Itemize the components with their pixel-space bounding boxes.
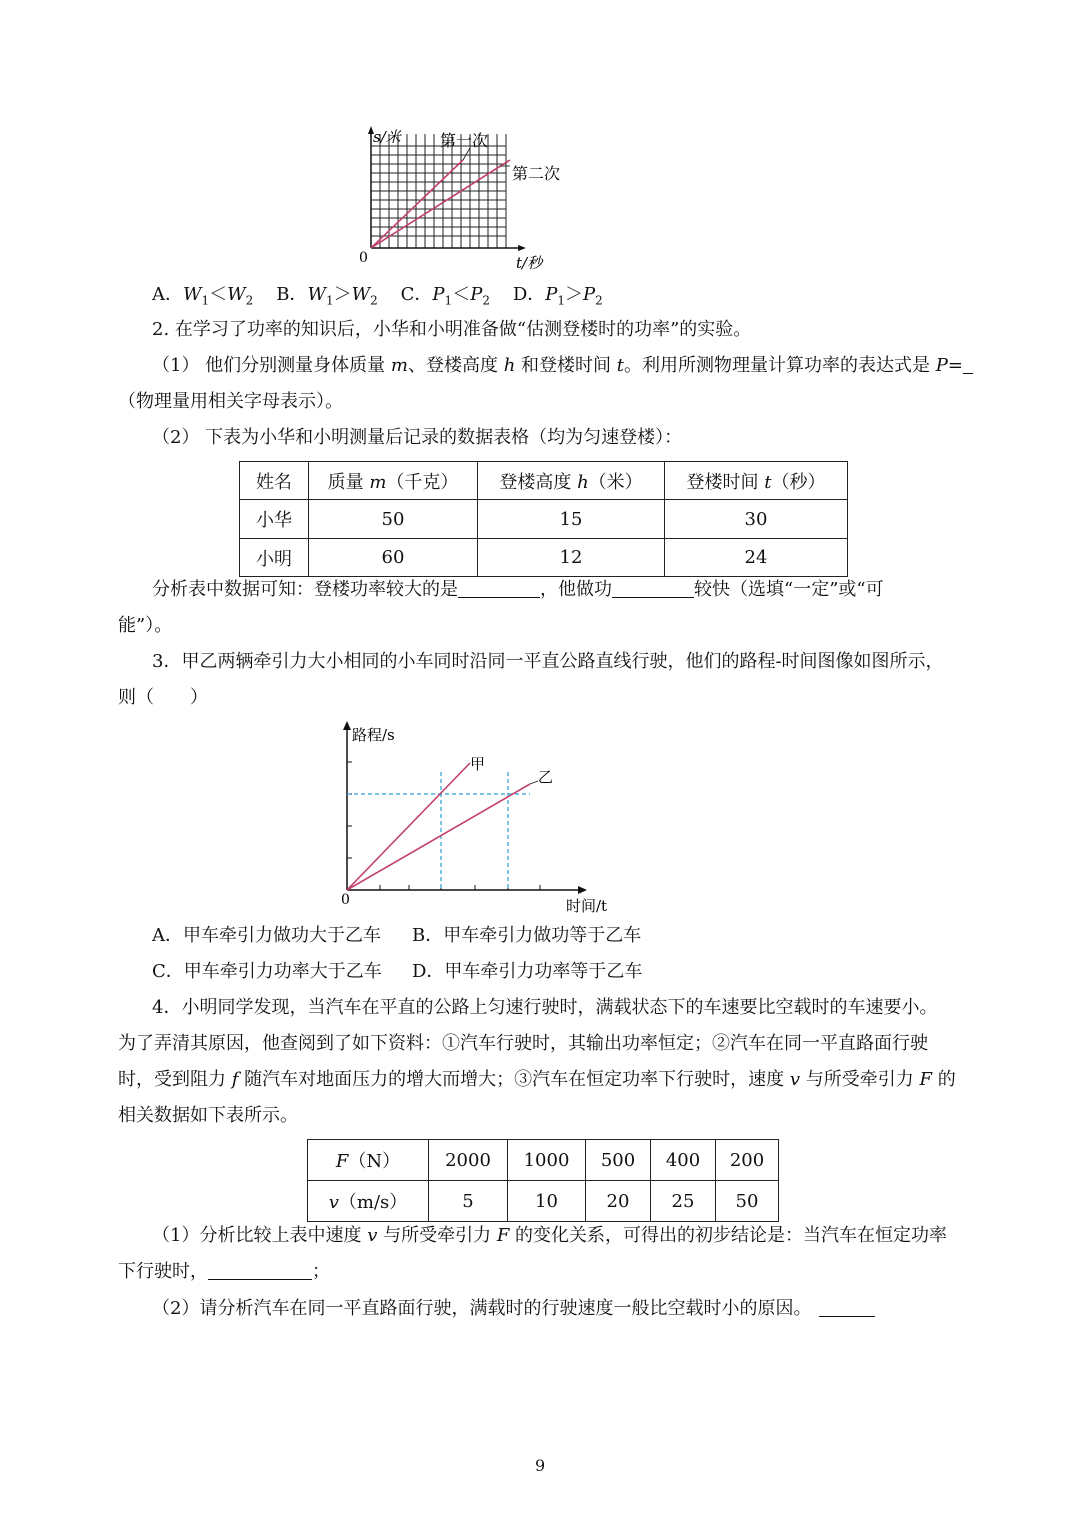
q4-sub2: （2）请分析汽车在同一平直路面行驶，满载时的行驶速度一般比空载时小的原因。 <box>152 1297 875 1321</box>
q3-x-label: 时间/t <box>566 897 608 915</box>
q4-cell-force: 200 <box>716 1140 779 1181</box>
q4-cell-force: 2000 <box>429 1140 508 1181</box>
q2-blank-larger-power[interactable] <box>458 579 540 598</box>
q4-cell-force: 400 <box>651 1140 716 1181</box>
q3-stem-line2: 则（ ） <box>118 687 208 708</box>
q2-header-name: 姓名 <box>240 462 309 500</box>
q4-stem-line4: 相关数据如下表所示。 <box>118 1105 298 1126</box>
q1-x-label: t/秒 <box>516 254 543 272</box>
q3-stem-line1: 3．甲乙两辆牵引力大小相同的小车同时沿同一平直公路直线行驶，他们的路程-时间图像如图所示， <box>152 651 944 672</box>
q4-header-speed: v（m/s） <box>308 1181 429 1222</box>
q1-line2-label: 第二次 <box>512 164 561 183</box>
q3-option-d[interactable]: D．甲车牵引力功率等于乙车 <box>412 961 643 982</box>
q2-cell-height: 15 <box>478 500 665 539</box>
q2-header-mass: 质量 m（千克） <box>309 462 478 500</box>
q2-part1-line2: （物理量用相关字母表示）。 <box>118 391 343 412</box>
q2-cell-name: 小华 <box>240 500 309 539</box>
q4-header-force: F（N） <box>308 1140 429 1181</box>
q1-option-c[interactable]: C．$P_1<P_2$ <box>400 284 490 308</box>
q1-grid <box>371 134 506 248</box>
table-row <box>240 462 848 500</box>
q2-analysis-line2: 能”）。 <box>118 615 173 636</box>
q2-table <box>239 461 848 577</box>
q4-stem-line3: 时，受到阻力 f 随汽车对地面压力的增大而增大；③汽车在恒定功率下行驶时，速度 v 与所受牵引力 F 的 <box>118 1069 956 1090</box>
q4-sub1: （1）分析比较上表中速度 v 与所受牵引力 F 的变化关系，可得出的初步结论是：当汽车在恒定功率 <box>152 1225 948 1246</box>
q2-cell-height: 12 <box>478 539 665 577</box>
q4-cell-speed: 10 <box>508 1181 586 1222</box>
q3-y-arrow <box>343 721 351 730</box>
q3-option-c[interactable]: C．甲车牵引力功率大于乙车 <box>152 961 382 982</box>
q3-line-jia-label: 甲 <box>470 755 486 773</box>
table-row <box>240 500 848 539</box>
q3-y-label: 路程/s <box>352 726 395 744</box>
q4-cell-force: 1000 <box>508 1140 586 1181</box>
q3-line-jia <box>347 763 470 890</box>
table-row <box>308 1181 779 1222</box>
table-row <box>308 1140 779 1181</box>
q3-graph <box>330 718 620 918</box>
q1-graph <box>350 122 561 272</box>
q1-x-arrow <box>518 245 526 251</box>
q4-sub1-line2: 下行驶时， ； <box>118 1261 330 1282</box>
q4-table <box>307 1139 779 1222</box>
q3-option-a[interactable]: A．甲车牵引力做功大于乙车 <box>152 925 381 946</box>
q4-cell-speed: 25 <box>651 1181 716 1222</box>
q3-line-yi-label: 乙 <box>538 768 554 786</box>
q2-part1: （1） 他们分别测量身体质量 m、登楼高度 h 和登楼时间 t。利用所测物理量计算功率的表达式是 P= <box>152 354 973 378</box>
q4-stem-line1: 4．小明同学发现，当汽车在平直的公路上匀速行驶时，满载状态下的车速要比空载时的车速要小。 <box>152 997 938 1018</box>
q4-stem-line2: 为了弄清其原因，他查阅到了如下资料：①汽车行驶时，其输出功率恒定；②汽车在同一平直路面行驶 <box>118 1033 928 1054</box>
q1-options <box>152 283 603 313</box>
q3-origin: 0 <box>341 892 350 908</box>
q4-cell-speed: 50 <box>716 1181 779 1222</box>
q4-blank-conclusion[interactable] <box>208 1261 312 1280</box>
q1-option-a[interactable]: A．$W_1<W_2$ <box>152 284 254 308</box>
q1-option-d[interactable]: D．$P_1>P_2$ <box>512 284 603 308</box>
q3-x-arrow <box>578 886 587 894</box>
q2-header-time: 登楼时间 t（秒） <box>665 462 848 500</box>
q2-analysis: 分析表中数据可知：登楼功率较大的是 ，他做功 较快（选填“一定”或“可 <box>152 579 884 600</box>
q4-cell-speed: 5 <box>429 1181 508 1222</box>
q3-leader-yi <box>530 781 538 784</box>
q2-header-height: 登楼高度 h（米） <box>478 462 665 500</box>
q2-cell-name: 小明 <box>240 539 309 577</box>
q2-cell-mass: 50 <box>309 500 478 539</box>
q3-option-b[interactable]: B．甲车牵引力做功等于乙车 <box>412 925 642 946</box>
q2-cell-mass: 60 <box>309 539 478 577</box>
q4-cell-speed: 20 <box>586 1181 651 1222</box>
q1-y-label: s/米 <box>373 128 401 146</box>
q3-line-yi <box>347 784 530 890</box>
page-number: 9 <box>535 1456 546 1475</box>
q2-power-blank[interactable] <box>963 355 973 374</box>
q2-cell-time: 24 <box>665 539 848 577</box>
q2-blank-work-faster[interactable] <box>612 579 694 598</box>
q1-option-b[interactable]: B．$W_1>W_2$ <box>276 284 378 308</box>
table-row <box>240 539 848 577</box>
q1-origin: 0 <box>359 250 368 266</box>
q2-cell-time: 30 <box>665 500 848 539</box>
q2-stem: 2. 在学习了功率的知识后，小华和小明准备做“估测登楼时的功率”的实验。 <box>152 319 752 340</box>
q4-blank-reason[interactable] <box>819 1298 875 1317</box>
q1-line1-label: 第一次 <box>440 131 489 150</box>
q4-cell-force: 500 <box>586 1140 651 1181</box>
q2-part2: （2） 下表为小华和小明测量后记录的数据表格（均为匀速登楼）： <box>152 427 683 448</box>
